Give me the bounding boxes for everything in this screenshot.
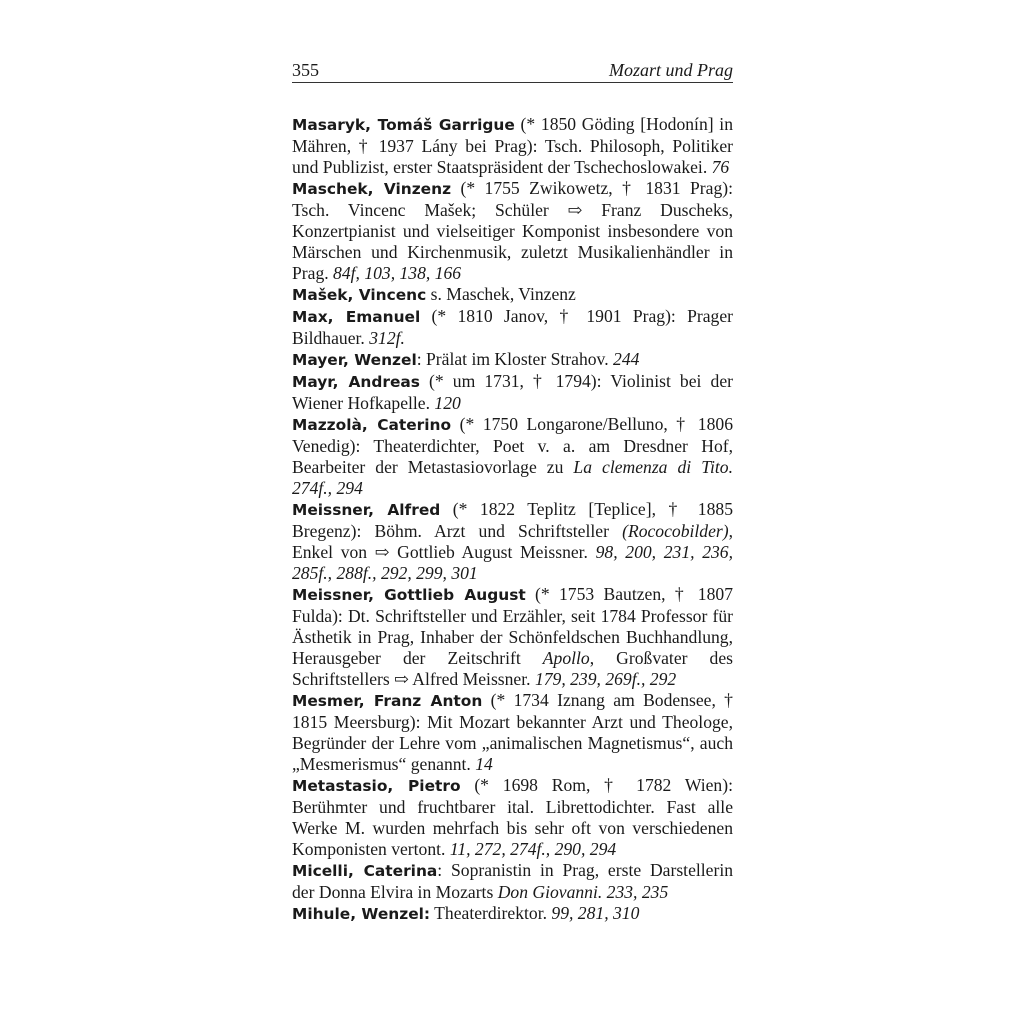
entry-page-refs: 98, 200, 231, 236, 285f., 288f., 292, 299, 301	[292, 542, 733, 583]
entry-work-title: Apollo	[542, 648, 590, 668]
entry-name: Mesmer, Franz Anton	[292, 692, 483, 710]
index-entry	[292, 114, 733, 178]
index-entry	[292, 349, 733, 371]
index-entry	[292, 775, 733, 860]
page-number: 355	[292, 60, 319, 80]
running-header	[292, 56, 733, 83]
entry-work-title: (Rococobilder)	[622, 521, 729, 541]
entry-name: Mašek, Vincenc	[292, 286, 427, 304]
index-entry	[292, 584, 733, 690]
entry-page-refs: 244	[613, 349, 640, 369]
entry-work-title: Don Giovanni.	[497, 882, 603, 902]
entry-name: Mayr, Andreas	[292, 373, 420, 391]
entry-text: (* 1755 Zwikowetz, † 1831 Prag): Tsch. Vincenc Mašek; Schüler ⇨ Franz Duscheks, Konzertpianist und vielseitiger Komponist insbesondere von Märschen und Kirchenmusik, zuletzt Musikalienhändler in Prag.	[292, 178, 733, 283]
entry-page-refs: 84f, 103, 138, 166	[333, 263, 462, 283]
entry-name: Mazzolà, Caterino	[292, 416, 452, 434]
index-entry	[292, 860, 733, 903]
entry-name: Mayer, Wenzel	[292, 351, 417, 369]
entry-text: (* 1734 Iznang am Bodensee, † 1815 Meersburg): Mit Mozart bekannter Arzt und Theologe, Begründer der Lehre vom „animalischen Magnetismus“, auch „Mesmerismus“ genannt.	[292, 690, 733, 774]
entry-text-continued: , Großvater des Schriftstellers ⇨ Alfred Meissner.	[292, 648, 733, 689]
index-entry	[292, 690, 733, 775]
entry-text: (* 1810 Janov, † 1901 Prag): Prager Bildhauer.	[292, 306, 733, 348]
index-entry	[292, 284, 733, 306]
index-entry	[292, 178, 733, 284]
entry-page-refs: 14	[475, 754, 493, 774]
entry-text: (* um 1731, † 1794): Violinist bei der Wiener Hofkapelle.	[292, 371, 733, 413]
running-title: Mozart und Prag	[608, 60, 733, 80]
entry-text: (* 1822 Teplitz [Teplice], † 1885 Bregenz): Böhm. Arzt und Schriftsteller	[292, 499, 733, 541]
entry-text: Theaterdirektor.	[430, 903, 552, 923]
index-entry	[292, 371, 733, 414]
entry-page-refs: 274f., 294	[292, 478, 363, 498]
entry-page-refs: 11, 272, 274f., 290, 294	[449, 839, 617, 859]
entry-text: (* 1750 Longarone/Belluno, † 1806 Venedig): Theaterdichter, Poet v. a. am Dresdner Hof, Bearbeiter der Metastasiovorlage zu	[292, 414, 733, 477]
entry-name: Micelli, Caterina	[292, 862, 438, 880]
entry-page-refs: 179, 239, 269f., 292	[534, 669, 677, 689]
entry-work-title: La clemenza di Tito.	[573, 457, 733, 477]
entry-page-refs: 312f.	[369, 328, 405, 348]
entry-name: Meissner, Gottlieb August	[292, 586, 526, 604]
entry-text: (* 1850 Göding [Hodonín] in Mähren, † 1937 Lány bei Prag): Tsch. Philosoph, Politiker und Publizist, erster Staatspräsident der Tschechoslowakei.	[292, 114, 733, 177]
entry-name: Mihule, Wenzel:	[292, 905, 431, 923]
entry-text: : Sopranistin in Prag, erste Darstellerin der Donna Elvira in Mozarts	[292, 860, 734, 902]
entry-page-refs: 76	[711, 157, 730, 177]
index-entry	[292, 414, 733, 499]
index-entry	[292, 499, 733, 584]
index-entry	[292, 903, 733, 925]
index-entries	[292, 114, 733, 925]
entry-name: Masaryk, Tomáš Garrigue	[292, 116, 515, 134]
entry-page-refs: 99, 281, 310	[551, 903, 640, 923]
entry-text-continued: , Enkel von ⇨ Gottlieb August Meissner.	[292, 521, 733, 562]
entry-name: Metastasio, Pietro	[292, 777, 461, 795]
entry-text: : Prälat im Kloster Strahov.	[416, 349, 614, 369]
entry-text: (* 1698 Rom, † 1782 Wien): Berühmter und fruchtbarer ital. Librettodichter. Fast alle Werke M. wurden mehrfach bis sehr oft von verschiedenen Komponisten vertont.	[292, 775, 733, 859]
entry-name: Max, Emanuel	[292, 308, 421, 326]
index-entry	[292, 306, 733, 349]
entry-name: Maschek, Vinzenz	[292, 180, 452, 198]
entry-text: s. Maschek, Vinzenz	[426, 284, 576, 304]
entry-page-refs: 233, 235	[602, 882, 669, 902]
entry-page-refs: 120	[434, 393, 461, 413]
entry-name: Meissner, Alfred	[292, 501, 441, 519]
entry-text: (* 1753 Bautzen, † 1807 Fulda): Dt. Schriftsteller und Erzähler, seit 1784 Professor für Ästhetik in Prag, Inhaber der Schönfeldschen Buchhandlung, Herausgeber der Zeitschrift	[292, 584, 733, 668]
